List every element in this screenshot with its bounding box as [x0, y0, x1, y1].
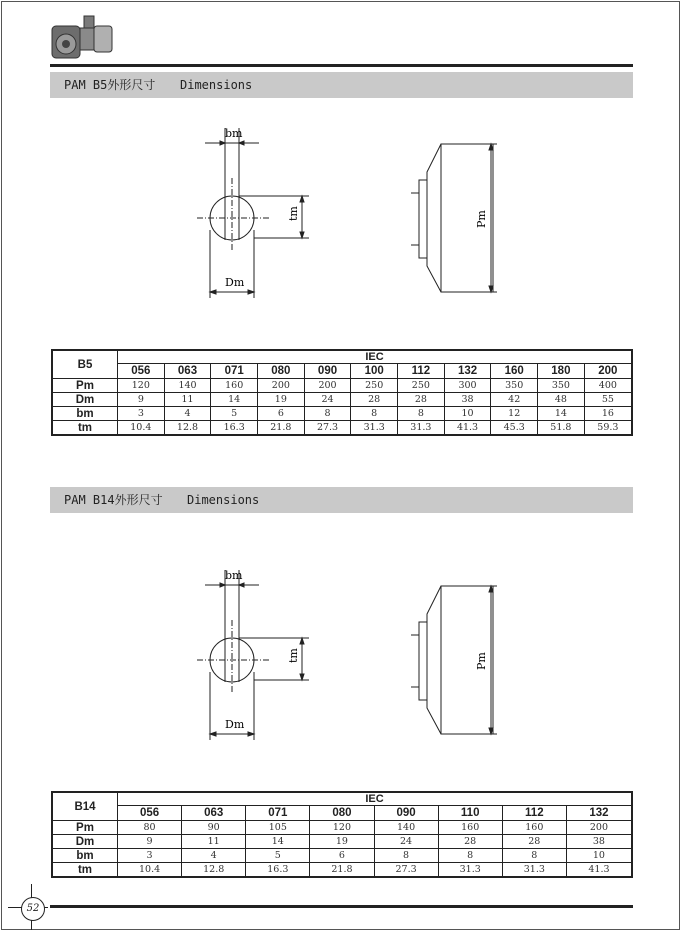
iec-header: IEC	[118, 350, 633, 364]
table-cell: 28	[351, 393, 398, 407]
iec-size-header: 200	[584, 364, 632, 379]
table-cell: 120	[310, 821, 374, 835]
table-cell: 4	[164, 407, 211, 421]
table-cell: 16.3	[211, 421, 258, 436]
table-cell: 31.3	[398, 421, 445, 436]
table-cell: 14	[538, 407, 585, 421]
iec-size-header: 056	[118, 806, 182, 821]
pm-label: Pm	[475, 652, 488, 670]
table-cell: 250	[351, 379, 398, 393]
iec-size-header: 063	[164, 364, 211, 379]
table-cell: 21.8	[258, 421, 305, 436]
table-row	[52, 393, 632, 407]
table-cell: 120	[118, 379, 165, 393]
b5-dimensions-table	[51, 349, 633, 436]
table-cell: 8	[438, 849, 502, 863]
dm-label: Dm	[225, 718, 245, 731]
table-cell: 24	[374, 835, 438, 849]
table-row	[52, 835, 632, 849]
table-row	[52, 821, 632, 835]
table-row	[52, 379, 632, 393]
table-cell: 350	[538, 379, 585, 393]
iec-size-header: 132	[444, 364, 491, 379]
row-label: Dm	[52, 835, 118, 849]
table-row	[52, 849, 632, 863]
iec-size-header: 160	[491, 364, 538, 379]
row-label: tm	[52, 421, 118, 436]
table-cell: 140	[374, 821, 438, 835]
table-cell: 3	[118, 407, 165, 421]
row-label: Pm	[52, 379, 118, 393]
table-cell: 8	[374, 849, 438, 863]
iec-header: IEC	[118, 792, 633, 806]
tm-label: tm	[287, 648, 300, 663]
table-cell: 12.8	[182, 863, 246, 878]
section-header-b14	[50, 487, 633, 513]
table-cell: 10.4	[118, 863, 182, 878]
table-cell: 3	[118, 849, 182, 863]
table-cell: 160	[438, 821, 502, 835]
table-cell: 10	[444, 407, 491, 421]
dm-label: Dm	[225, 276, 245, 289]
table-cell: 8	[304, 407, 351, 421]
table-cell: 38	[444, 393, 491, 407]
table-cell: 6	[258, 407, 305, 421]
table-cell: 31.3	[438, 863, 502, 878]
table-cell: 300	[444, 379, 491, 393]
table-cell: 160	[211, 379, 258, 393]
table-cell: 27.3	[374, 863, 438, 878]
table-cell: 90	[182, 821, 246, 835]
b14-dimensions-table	[51, 791, 633, 878]
table-cell: 9	[118, 393, 165, 407]
table-cell: 10.4	[118, 421, 165, 436]
header-rule	[50, 64, 633, 67]
table-cell: 14	[211, 393, 258, 407]
iec-size-header: 063	[182, 806, 246, 821]
table-cell: 11	[182, 835, 246, 849]
iec-size-header: 056	[118, 364, 165, 379]
table-cell: 8	[398, 407, 445, 421]
table-cell: 28	[398, 393, 445, 407]
table-row	[52, 421, 632, 436]
table-cell: 140	[164, 379, 211, 393]
table-cell: 80	[118, 821, 182, 835]
iec-size-header: 180	[538, 364, 585, 379]
tm-label: tm	[287, 206, 300, 221]
table-cell: 31.3	[502, 863, 566, 878]
table-cell: 14	[246, 835, 310, 849]
table-cell: 5	[246, 849, 310, 863]
pm-label: Pm	[475, 210, 488, 228]
row-label: Pm	[52, 821, 118, 835]
table-row	[52, 407, 632, 421]
table-cell: 59.3	[584, 421, 632, 436]
section-header-b5	[50, 72, 633, 98]
table-cell: 105	[246, 821, 310, 835]
table-cell: 250	[398, 379, 445, 393]
row-label: bm	[52, 849, 118, 863]
table-cell: 10	[566, 849, 632, 863]
iec-size-header: 071	[211, 364, 258, 379]
table-row	[52, 863, 632, 878]
table-cell: 9	[118, 835, 182, 849]
table-cell: 8	[351, 407, 398, 421]
row-label: bm	[52, 407, 118, 421]
table-cell: 21.8	[310, 863, 374, 878]
iec-size-header: 112	[398, 364, 445, 379]
table-cell: 16	[584, 407, 632, 421]
table-cell: 16.3	[246, 863, 310, 878]
table-cell: 41.3	[444, 421, 491, 436]
table-cell: 28	[438, 835, 502, 849]
table-corner-label: B14	[52, 792, 118, 821]
table-cell: 5	[211, 407, 258, 421]
table-cell: 19	[310, 835, 374, 849]
iec-size-header: 090	[374, 806, 438, 821]
section-title-en: Dimensions	[180, 78, 253, 92]
b5-dimension-drawing	[195, 120, 515, 305]
table-corner-label: B5	[52, 350, 118, 379]
table-cell: 8	[502, 849, 566, 863]
iec-size-header: 100	[351, 364, 398, 379]
table-cell: 400	[584, 379, 632, 393]
section-title-cn: PAM B5外形尺寸	[64, 78, 156, 92]
table-cell: 12	[491, 407, 538, 421]
table-cell: 200	[304, 379, 351, 393]
iec-size-header: 090	[304, 364, 351, 379]
iec-size-header: 112	[502, 806, 566, 821]
table-cell: 11	[164, 393, 211, 407]
table-cell: 41.3	[566, 863, 632, 878]
table-cell: 51.8	[538, 421, 585, 436]
table-cell: 160	[502, 821, 566, 835]
iec-size-header: 110	[438, 806, 502, 821]
table-cell: 6	[310, 849, 374, 863]
table-cell: 200	[258, 379, 305, 393]
table-cell: 31.3	[351, 421, 398, 436]
table-cell: 200	[566, 821, 632, 835]
iec-size-header: 071	[246, 806, 310, 821]
table-cell: 45.3	[491, 421, 538, 436]
table-cell: 28	[502, 835, 566, 849]
page-number: 52	[21, 897, 45, 921]
footer-rule	[50, 905, 633, 908]
table-cell: 19	[258, 393, 305, 407]
table-cell: 350	[491, 379, 538, 393]
table-cell: 27.3	[304, 421, 351, 436]
section-title-en: Dimensions	[187, 493, 260, 507]
section-title-cn: PAM B14外形尺寸	[64, 493, 163, 507]
table-cell: 42	[491, 393, 538, 407]
row-label: tm	[52, 863, 118, 878]
table-cell: 48	[538, 393, 585, 407]
iec-size-header: 080	[310, 806, 374, 821]
bm-label: bm	[225, 127, 243, 140]
table-cell: 38	[566, 835, 632, 849]
iec-size-header: 080	[258, 364, 305, 379]
table-cell: 4	[182, 849, 246, 863]
row-label: Dm	[52, 393, 118, 407]
b14-dimension-drawing	[195, 562, 515, 747]
table-cell: 24	[304, 393, 351, 407]
gear-motor-icon	[50, 14, 114, 62]
table-cell: 12.8	[164, 421, 211, 436]
bm-label: bm	[225, 569, 243, 582]
table-cell: 55	[584, 393, 632, 407]
iec-size-header: 132	[566, 806, 632, 821]
